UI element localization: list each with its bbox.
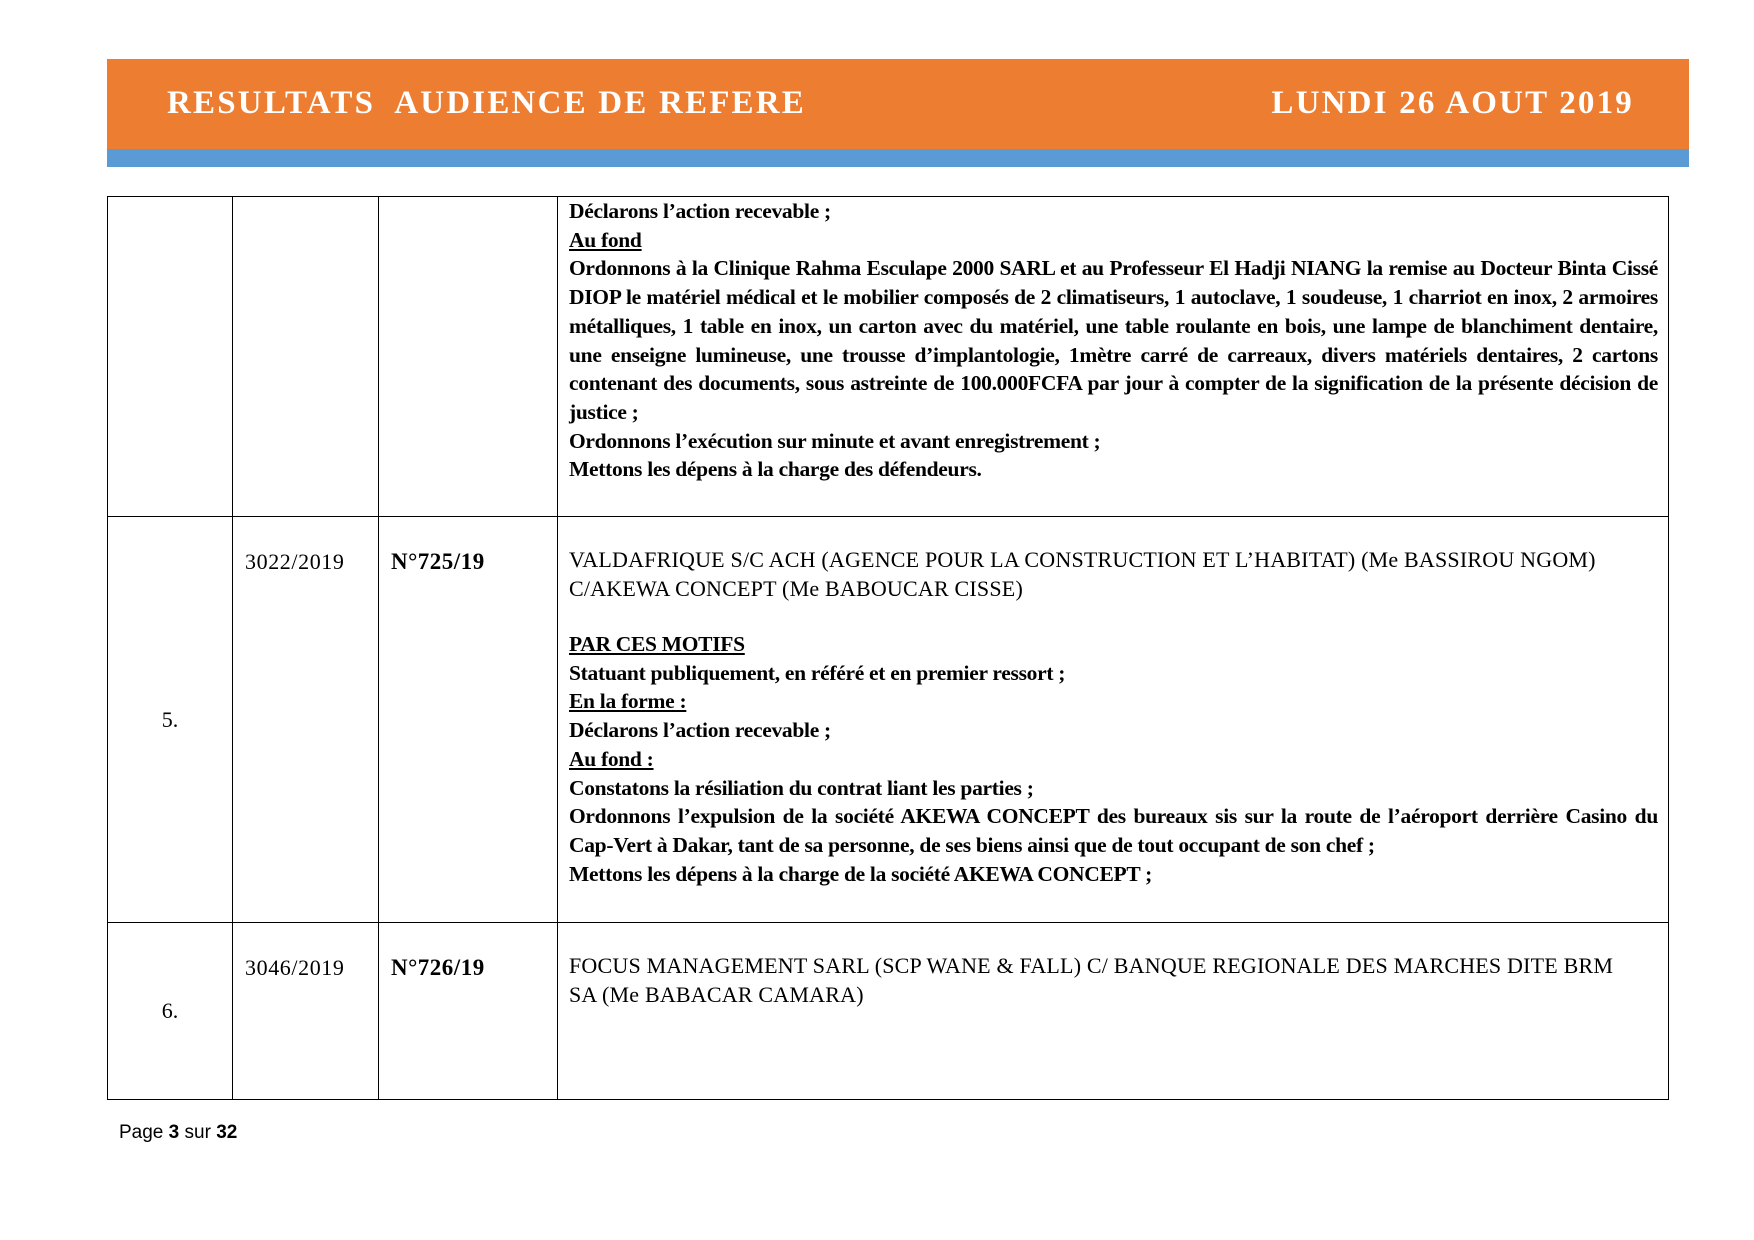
parties-line: FOCUS MANAGEMENT SARL (SCP WANE & FALL) C/ BANQUE REGIONALE DES MARCHES DITE BRM bbox=[569, 953, 1614, 978]
case-body bbox=[558, 197, 1669, 517]
decision-text bbox=[569, 630, 1658, 888]
decision-line: Constatons la résiliation du contrat liant les parties ; bbox=[569, 775, 1034, 800]
row-number: 6. bbox=[108, 923, 233, 1100]
decision-heading: PAR CES MOTIFS bbox=[569, 632, 745, 656]
decision-line: Ordonnons l’expulsion de la société AKEWA CONCEPT des bureaux sis sur la route de l’aéroport derrière Casino du Cap-Vert à Dakar, tant de sa personne, de ses biens ainsi que de tout occupant de son chef ; bbox=[569, 804, 1658, 857]
decision-heading: En la forme : bbox=[569, 689, 687, 714]
case-parties bbox=[569, 517, 1658, 603]
page-title: RESULTATS AUDIENCE DE REFERE bbox=[167, 85, 807, 121]
ordonnance-number: N°726/19 bbox=[379, 923, 558, 1100]
table-row bbox=[108, 517, 1669, 923]
case-body bbox=[558, 517, 1669, 923]
decision-heading: Au fond bbox=[569, 227, 642, 252]
decision-line: Mettons les dépens à la charge des défendeurs. bbox=[569, 457, 982, 482]
decision-heading: Au fond : bbox=[569, 746, 654, 771]
page-footer bbox=[119, 1122, 237, 1144]
of-label: sur bbox=[184, 1122, 211, 1143]
current-page: 3 bbox=[168, 1122, 180, 1143]
decision-line: Déclarons l’action recevable ; bbox=[569, 718, 831, 743]
parties-line: VALDAFRIQUE S/C ACH (AGENCE POUR LA CONSTRUCTION ET L’HABITAT) (Me BASSIROU NGOM) bbox=[569, 547, 1596, 572]
decision-line: Ordonnons à la Clinique Rahma Esculape 2000 SARL et au Professeur El Hadji NIANG la remise au Docteur Binta Cissé DIOP le matériel médical et le mobilier composés de 2 climatiseurs, 1 autoclave, 1 soudeuse, 1 charriot en inox, 2 armoires métalliques, 1 table en inox, un carton avec du matériel, une table roulante en bois, une lampe de blanchiment dentaire, une enseigne lumineuse, une trousse d’implantologie, 1mètre carré de carreaux, divers matériels dentaires, 2 cartons contenant des documents, sous astreinte de 100.000FCFA par jour à compter de la signification de la présente décision de justice ; bbox=[569, 256, 1658, 424]
parties-line: SA (Me BABACAR CAMARA) bbox=[569, 982, 864, 1007]
decision-text bbox=[569, 197, 1658, 484]
page-label: Page bbox=[119, 1122, 164, 1143]
table-row bbox=[108, 197, 1669, 517]
parties-line: C/AKEWA CONCEPT (Me BABOUCAR CISSE) bbox=[569, 576, 1023, 601]
rg-number: 3046/2019 bbox=[233, 923, 379, 1100]
rg-number: 3022/2019 bbox=[233, 517, 379, 923]
case-body bbox=[558, 923, 1669, 1100]
row-number: 5. bbox=[108, 517, 233, 923]
header-banner bbox=[107, 59, 1689, 149]
row-number bbox=[108, 197, 233, 517]
decision-line: Statuant publiquement, en référé et en premier ressort ; bbox=[569, 660, 1066, 685]
rg-number bbox=[233, 197, 379, 517]
ordonnance-number: N°725/19 bbox=[379, 517, 558, 923]
header-stripe bbox=[107, 149, 1689, 167]
table-row bbox=[108, 923, 1669, 1100]
total-pages: 32 bbox=[216, 1122, 238, 1143]
ordonnance-number bbox=[379, 197, 558, 517]
decision-line: Déclarons l’action recevable ; bbox=[569, 199, 831, 223]
results-table bbox=[107, 196, 1669, 1100]
decision-line: Mettons les dépens à la charge de la société AKEWA CONCEPT ; bbox=[569, 861, 1152, 886]
decision-line: Ordonnons l’exécution sur minute et avant enregistrement ; bbox=[569, 428, 1101, 453]
case-parties bbox=[569, 923, 1658, 1009]
hearing-date: LUNDI 26 AOUT 2019 bbox=[1271, 85, 1634, 121]
